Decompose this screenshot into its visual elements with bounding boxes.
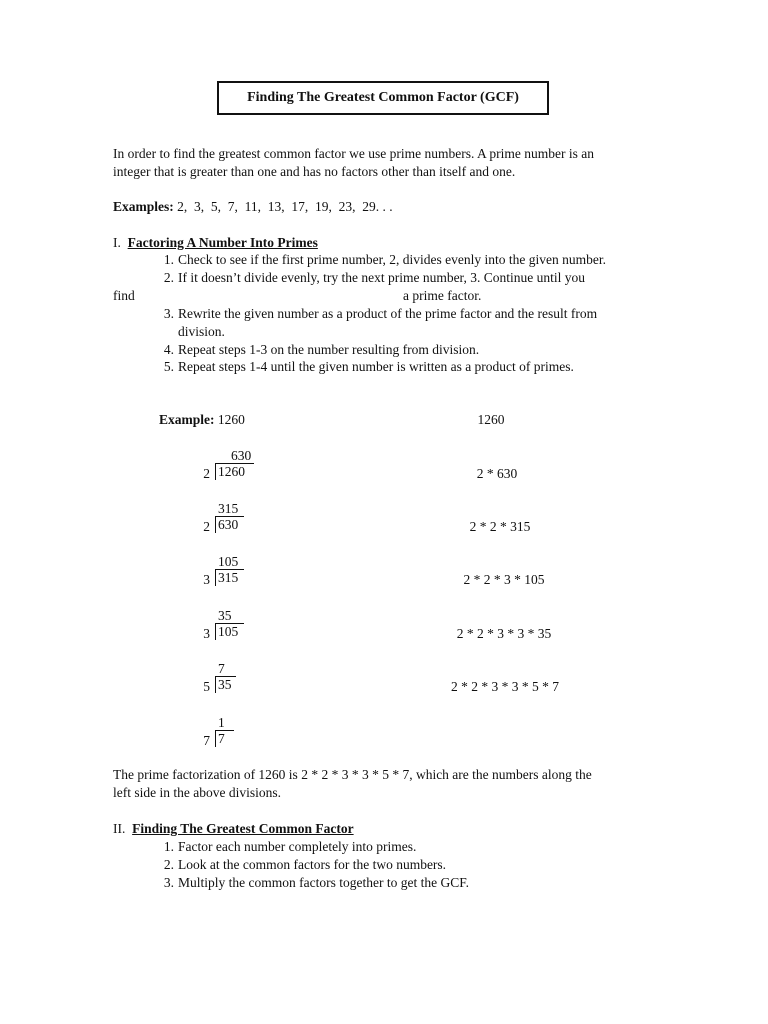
section2-numeral: II.: [113, 821, 126, 836]
section1-heading: [113, 234, 318, 252]
division-dividend: 315: [215, 569, 244, 586]
summary-line-1: The prime factorization of 1260 is 2 * 2 * 3 * 3 * 5 * 7, which are the numbers along the: [113, 767, 592, 782]
factor-product: 2 * 2 * 3 * 3 * 5 * 7: [451, 679, 559, 694]
example-label: Example:: [159, 412, 215, 427]
division-dividend: 630: [215, 516, 244, 533]
section1-step-1: 1. Check to see if the first prime number, 2, divides evenly into the given number.: [163, 252, 606, 267]
division-dividend: 1260: [215, 463, 254, 480]
section2-step-3: 3. Multiply the common factors together to get the GCF.: [163, 875, 469, 890]
example-label-line: [159, 411, 245, 429]
example-number: 1260: [214, 412, 245, 427]
division-divisor: 2: [203, 466, 210, 481]
page-title: Finding The Greatest Common Factor (GCF): [217, 81, 549, 115]
division-dividend: 35: [215, 676, 236, 693]
example-right-start: 1260: [477, 412, 505, 427]
summary-line-2: left side in the above divisions.: [113, 785, 281, 800]
factor-product: 2 * 2 * 3 * 105: [463, 572, 545, 587]
intro-line-2: integer that is greater than one and has no factors other than itself and one.: [113, 164, 516, 179]
section1-step-2-rest: a prime factor.: [403, 288, 482, 303]
division-quotient: 35: [218, 608, 232, 623]
section2-step-2: 2. Look at the common factors for the two numbers.: [163, 857, 447, 872]
section2-step-1: 1. Factor each number completely into primes.: [163, 839, 417, 854]
division-divisor: 5: [203, 679, 210, 694]
division-quotient: 1: [218, 715, 225, 730]
division-quotient: 105: [218, 554, 239, 569]
examples-label: Examples:: [113, 199, 174, 214]
division-quotient: 315: [218, 501, 239, 516]
division-quotient: 630: [231, 448, 252, 463]
division-divisor: 2: [203, 519, 210, 534]
examples-values: 2, 3, 5, 7, 11, 13, 17, 19, 23, 29. . .: [173, 199, 393, 214]
section1-numeral: I.: [113, 235, 121, 250]
section2-title: Finding The Greatest Common Factor: [132, 821, 354, 836]
examples-line: [113, 198, 393, 216]
section1-step-2: 2. If it doesn’t divide evenly, try the next prime number, 3. Continue until you: [163, 270, 586, 285]
division-dividend: 105: [215, 623, 244, 640]
factor-product: 2 * 630: [476, 466, 518, 481]
division-divisor: 3: [203, 626, 210, 641]
section1-step-3: 3. Rewrite the given number as a product of the prime factor and the result from division.: [163, 306, 598, 339]
intro-paragraph: [113, 145, 673, 181]
summary-paragraph: [113, 766, 673, 802]
section1-step-4: 4. Repeat steps 1-3 on the number resulting from division.: [163, 342, 480, 357]
section2-heading: [113, 820, 354, 838]
section1-step-5: 5. Repeat steps 1-4 until the given number is written as a product of primes.: [163, 359, 574, 374]
section1-title: Factoring A Number Into Primes: [127, 235, 318, 250]
division-divisor: 3: [203, 572, 210, 587]
division-quotient: 7: [218, 661, 225, 676]
intro-line-1: In order to find the greatest common factor we use prime numbers. A prime number is an: [113, 146, 594, 161]
factor-product: 2 * 2 * 315: [469, 519, 531, 534]
factor-product: 2 * 2 * 3 * 3 * 35: [456, 626, 552, 641]
division-divisor: 7: [203, 733, 210, 748]
section1-step-2-find: find: [113, 288, 135, 303]
division-dividend: 7: [215, 730, 234, 747]
